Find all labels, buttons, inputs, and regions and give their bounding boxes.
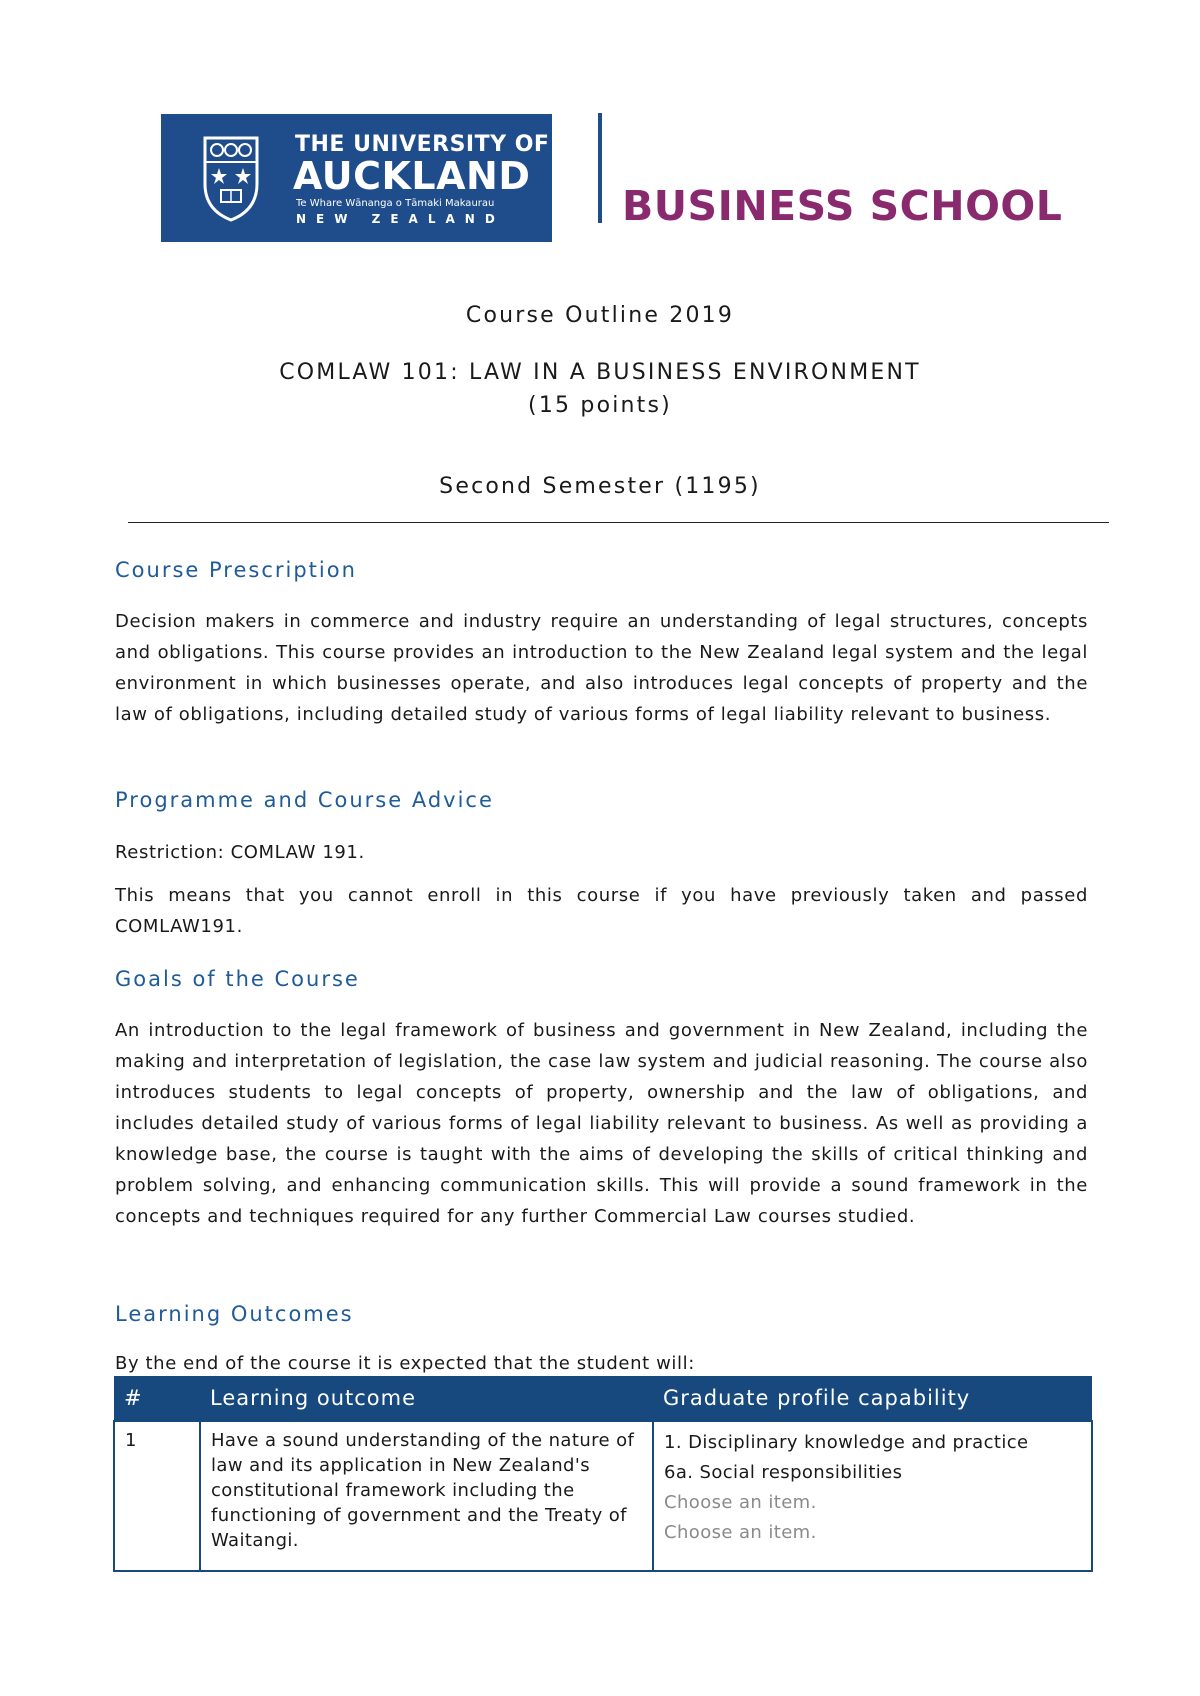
heading-goals: Goals of the Course: [115, 967, 360, 991]
capability-choose-item[interactable]: Choose an item.: [664, 1492, 817, 1513]
course-name: COMLAW 101: LAW IN A BUSINESS ENVIRONMENT: [279, 360, 921, 385]
capability-choose-item[interactable]: Choose an item.: [664, 1522, 817, 1543]
outcome-number: 1: [114, 1421, 200, 1571]
goals-text: An introduction to the legal framework of business and government in New Zealand, including the making and interpretation of legislation, the case law system and judicial reasoning. The course also introduces students to legal concepts of property, ownership and the law of obligations, and includes detailed study of various forms of legal liability relevant to business. As well as providing a knowledge base, the course is taught with the aims of developing the skills of critical thinking and problem solving, and enhancing communication skills. This will provide a sound framework in the concepts and techniques required for any further Commercial Law courses studied.: [115, 1020, 1088, 1227]
table-row: [114, 1421, 1092, 1571]
course-outline-title: Course Outline 2019: [465, 303, 735, 328]
outcomes-intro: By the end of the course it is expected that the student will:: [115, 1353, 695, 1374]
business-school-wordmark: BUSINESS SCHOOL: [622, 182, 1063, 230]
title-divider: [128, 522, 1109, 523]
column-header-number: #: [114, 1376, 200, 1421]
heading-learning-outcomes: Learning Outcomes: [115, 1302, 354, 1326]
learning-outcomes-table: [113, 1376, 1093, 1572]
prescription-text: Decision makers in commerce and industry require an understanding of legal structures, concepts and obligations. This course provides an introduction to the New Zealand legal system and the legal environment in which businesses operate, and also introduces legal concepts of property and the law of obligations, including detailed study of various forms of legal liability relevant to business.: [115, 611, 1088, 725]
column-header-outcome: Learning outcome: [200, 1376, 653, 1421]
heading-programme-advice: Programme and Course Advice: [115, 788, 494, 812]
course-points: (15 points): [528, 393, 672, 418]
university-crest-icon: [201, 134, 261, 222]
capability-cell: [653, 1421, 1092, 1571]
capability-item[interactable]: 1. Disciplinary knowledge and practice: [664, 1432, 1029, 1453]
outcome-description: Have a sound understanding of the nature of law and its application in New Zealand's constitutional framework including the functioning of government and the Treaty of Waitangi.: [200, 1421, 653, 1571]
restriction-explanation: This means that you cannot enroll in this course if you have previously taken and passed COMLAW191.: [115, 885, 1088, 937]
column-header-capability: Graduate profile capability: [653, 1376, 1092, 1421]
logo-divider: [598, 113, 602, 223]
logo-line-new-zealand: NEW ZEALAND: [296, 212, 505, 226]
logo-line-auckland: AUCKLAND: [293, 154, 531, 198]
restriction-text: Restriction: COMLAW 191.: [115, 842, 365, 863]
logo-line-maori-name: Te Whare Wānanga o Tāmaki Makaurau: [296, 198, 495, 209]
university-logo: [161, 114, 552, 242]
logo-line-university-of: THE UNIVERSITY OF: [295, 132, 550, 157]
course-semester: Second Semester (1195): [439, 474, 761, 499]
heading-course-prescription: Course Prescription: [115, 558, 357, 582]
capability-item[interactable]: 6a. Social responsibilities: [664, 1462, 903, 1483]
table-header-row: [114, 1376, 1092, 1421]
